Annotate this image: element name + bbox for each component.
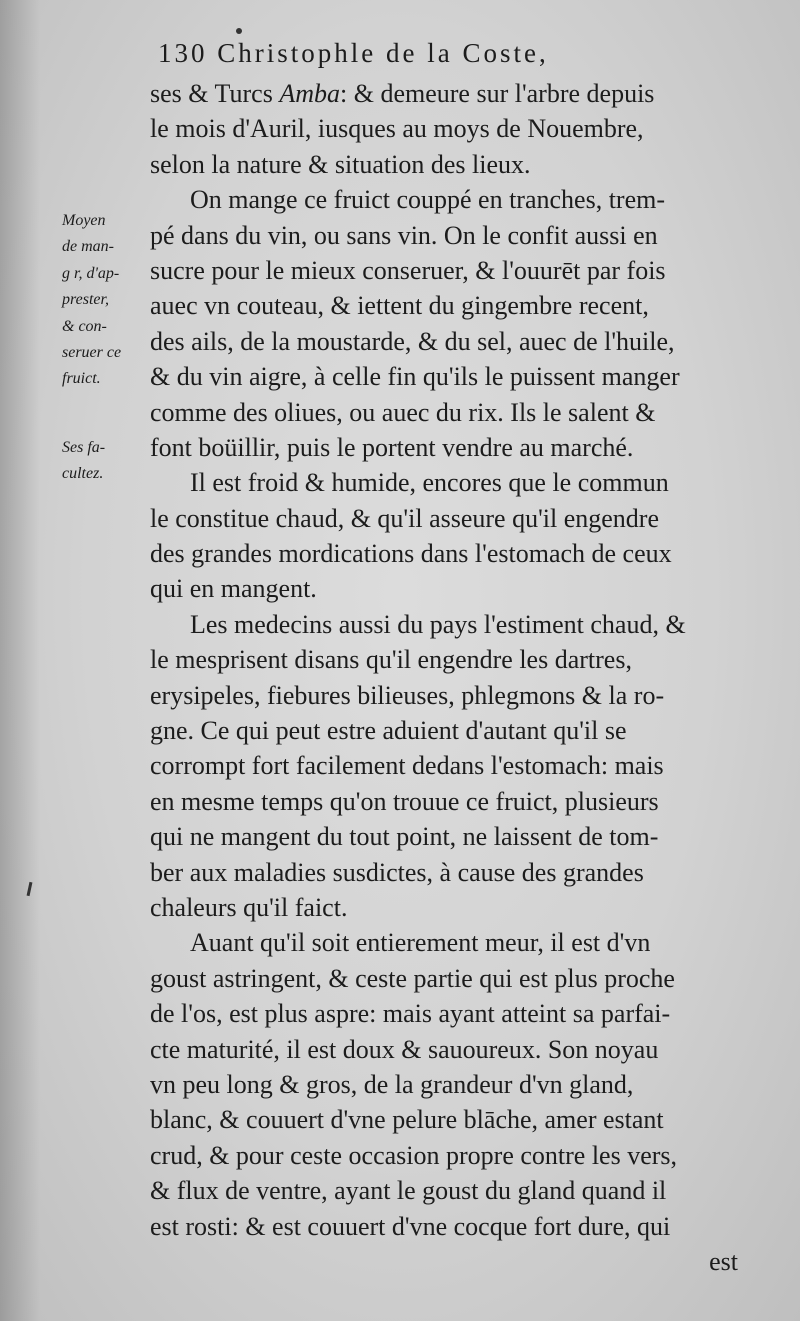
text-line: de l'os, est plus aspre: mais ayant atteint sa parfai- — [150, 999, 671, 1029]
margin-note-preparation — [62, 208, 158, 393]
text-line: pé dans du vin, ou sans vin. On le confit aussi en — [150, 220, 658, 250]
text-line: est rosti: & est couuert d'vne cocque fort dure, qui — [150, 1211, 671, 1241]
text-line: le constitue chaud, & qu'il asseure qu'il engendre — [150, 503, 659, 533]
paragraph-start-line: Il est froid & humide, encores que le commun — [190, 468, 669, 498]
body-text — [150, 76, 762, 1279]
paragraph-start-line: Auant qu'il soit entierement meur, il est d'vn — [190, 928, 651, 958]
margin-note-line: cultez. — [62, 465, 104, 483]
text-line: en mesme temps qu'on trouue ce fruict, plusieurs — [150, 786, 659, 816]
catchword: est — [709, 1246, 738, 1276]
text-line: auec vn couteau, & iettent du gingembre recent, — [150, 291, 649, 321]
text-line: le mois d'Auril, iusques au moys de Nouembre, — [150, 114, 644, 144]
text-line: qui en mangent. — [150, 574, 317, 604]
text-line: corrompt fort facilement dedans l'estomach: mais — [150, 751, 664, 781]
text-line: qui ne mangent du tout point, ne laissent de tom- — [150, 822, 659, 852]
text-line: erysipeles, fiebures bilieuses, phlegmons & la ro- — [150, 680, 665, 710]
text-line: goust astringent, & ceste partie qui est plus proche — [150, 963, 675, 993]
margin-note-line: g r, d'ap- — [62, 264, 120, 282]
paragraph-start-line: On mange ce fruict couppé en tranches, trem- — [190, 185, 666, 215]
margin-note-line: de man- — [62, 238, 114, 256]
text-line: crud, & pour ceste occasion propre contre les vers, — [150, 1140, 678, 1170]
text-line: comme des oliues, ou auec du rix. Ils le salent & — [150, 397, 656, 427]
text-line — [150, 76, 762, 111]
margin-note-line: prester, — [62, 291, 109, 309]
text-line: cte maturité, il est doux & sauoureux. Son noyau — [150, 1034, 659, 1064]
italic-term: Amba — [279, 79, 340, 108]
paragraph-start-line: Les medecins aussi du pays l'estiment chaud, & — [190, 609, 686, 639]
ink-blot — [236, 28, 242, 34]
margin-note-line: fruict. — [62, 370, 101, 388]
text-line: le mesprisent disans qu'il engendre les dartres, — [150, 645, 632, 675]
text-line: blanc, & couuert d'vne pelure blāche, amer estant — [150, 1105, 664, 1135]
margin-note-faculties — [62, 435, 158, 488]
gutter-shadow — [0, 0, 40, 1321]
margin-note-line: & con- — [62, 317, 107, 335]
text-line: vn peu long & gros, de la grandeur d'vn gland, — [150, 1069, 634, 1099]
margin-note-line: seruer ce — [62, 343, 122, 361]
text-line: & flux de ventre, ayant le goust du gland quand il — [150, 1176, 667, 1206]
margin-note-line: Moyen — [62, 212, 106, 229]
text-span: ses & Turcs — [150, 79, 280, 108]
text-line: selon la nature & situation des lieux. — [150, 149, 531, 179]
margin-note-line: Ses fa- — [62, 439, 106, 456]
running-head: 130 Christophle de la Coste, — [158, 38, 549, 68]
text-line: & du vin aigre, à celle fin qu'ils le puissent manger — [150, 362, 680, 392]
text-line: ber aux maladies susdictes, à cause des grandes — [150, 857, 644, 887]
text-span: : & demeure sur l'arbre depuis — [340, 79, 655, 108]
text-line: chaleurs qu'il faict. — [150, 892, 348, 922]
text-line: gne. Ce qui peut estre aduient d'autant qu'il se — [150, 716, 627, 746]
text-line: des ails, de la moustarde, & du sel, auec de l'huile, — [150, 326, 675, 356]
text-line: font boüillir, puis le portent vendre au marché. — [150, 432, 634, 462]
text-line: des grandes mordications dans l'estomach de ceux — [150, 539, 672, 569]
text-line: sucre pour le mieux conseruer, & l'ouurēt par fois — [150, 255, 666, 285]
